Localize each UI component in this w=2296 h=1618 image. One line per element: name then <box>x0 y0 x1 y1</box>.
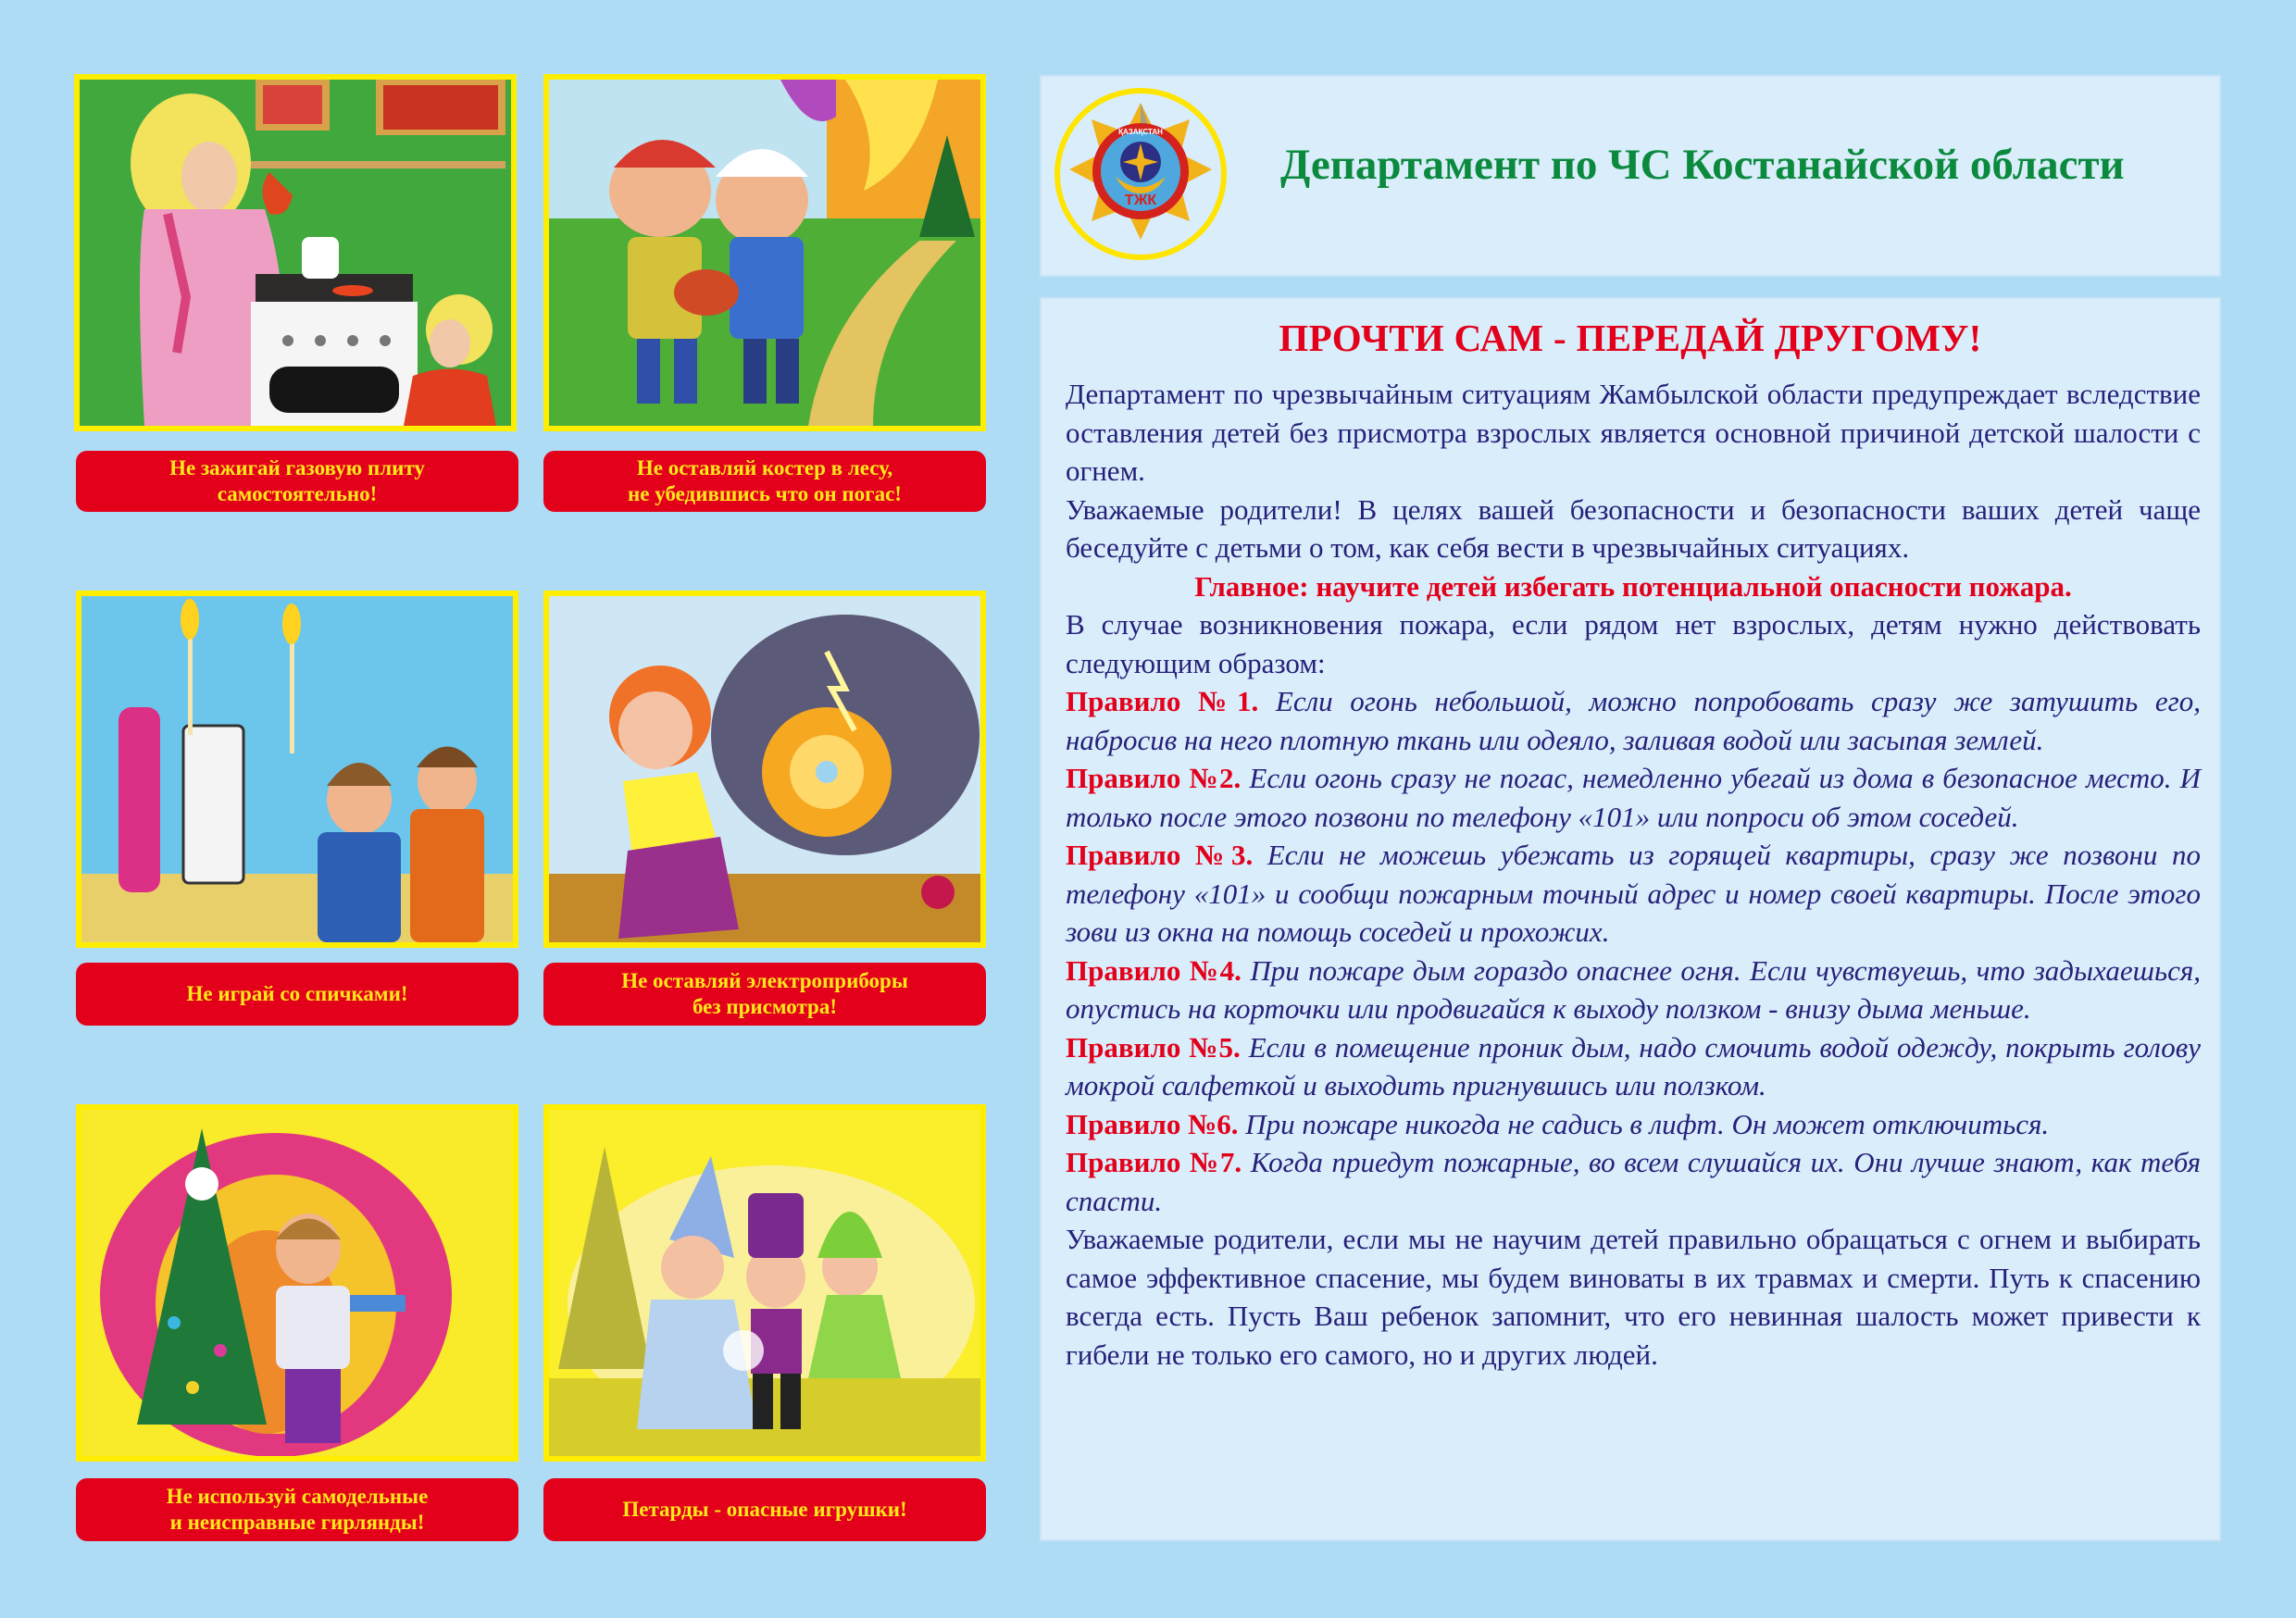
info-text <box>1040 375 2221 1374</box>
rule-2 <box>1066 759 2201 836</box>
caption-firecracker <box>543 1478 986 1541</box>
rule-text: Если в помещение проник дым, надо смочить водой одежду, покрыть голову мокрой салфеткой и выходить пригнувшись или ползком. <box>1066 1030 2202 1101</box>
rule-text: При пожаре никогда не садись в лифт. Он может отключиться. <box>1245 1107 2050 1140</box>
header-title: Департамент по ЧС Костанайской области <box>1280 141 2125 189</box>
garland-scene-image <box>81 1110 513 1456</box>
caption-garland <box>76 1478 518 1541</box>
rule-4 <box>1066 952 2201 1028</box>
gas-stove-scene-image <box>80 80 511 426</box>
rule-1 <box>1066 682 2201 759</box>
main-point: Главное: научите детей избегать потенциальной опасности пожара. <box>1194 569 2072 603</box>
rule-6 <box>1066 1105 2201 1144</box>
illustration-garland <box>76 1104 518 1462</box>
caption-gas-stove <box>76 451 518 512</box>
rule-label: Правило №1. <box>1066 685 1259 717</box>
info-panel <box>1040 297 2221 1541</box>
caption-line: Петарды - опасные игрушки! <box>622 1498 907 1521</box>
lead-in-paragraph: В случае возникновения пожара, если рядом нет взрослых, детям нужно действовать следующим образом: <box>1066 608 2201 679</box>
rule-label: Правило №6. <box>1066 1107 1239 1140</box>
illustration-electric-socket <box>543 591 986 948</box>
intro-paragraph-1: Департамент по чрезвычайным ситуациям Жамбылской области предупреждает вследствие оставления детей без присмотра взрослых является основной причиной детской шалости с огнем. <box>1066 378 2201 487</box>
caption-line: не убедившись что он погас! <box>628 482 902 505</box>
caption-line: без присмотра! <box>692 995 837 1018</box>
rule-label: Правило №3. <box>1066 839 1254 871</box>
closing-paragraph: Уважаемые родители, если мы не научим детей правильно обращаться с огнем и выбирать самое эффективное спасение, мы будем виноваты в их травмах и смерти. Путь к спасению всегда есть. Пусть Ваш ребенок запомнит, что его невинная шалость может привести к гибели не только его самого, но и других людей. <box>1066 1223 2201 1371</box>
header-panel <box>1040 75 2221 277</box>
rule-3 <box>1066 836 2201 952</box>
illustration-forest-campfire <box>543 74 986 431</box>
caption-line: Не используй самодельные <box>166 1485 429 1508</box>
illustration-matches <box>76 591 518 948</box>
svg-text:ҚАЗАҚСТАН: ҚАЗАҚСТАН <box>1118 128 1163 136</box>
caption-line: Не играй со спичками! <box>186 982 408 1005</box>
caption-line: Не оставляй электроприборы <box>621 969 908 992</box>
svg-text:ТЖК: ТЖК <box>1124 193 1157 208</box>
rule-text: При пожаре дым гораздо опаснее огня. Если чувствуешь, что задыхаешься, опустись на корточки или продвигайся к выходу ползком - внизу дыма меньше. <box>1066 953 2202 1025</box>
caption-line: Не оставляй костер в лесу, <box>636 456 893 479</box>
caption-matches <box>76 963 518 1026</box>
emergency-ministry-emblem-icon <box>1053 86 1229 262</box>
rule-text: Когда приедут пожарные, во всем слушайся их. Они лучше знают, как тебя спасти. <box>1066 1146 2202 1217</box>
caption-line: самостоятельно! <box>217 482 378 505</box>
illustration-gas-stove <box>74 74 517 431</box>
rule-label: Правило №2. <box>1066 762 1242 794</box>
rule-label: Правило №5. <box>1066 1030 1241 1064</box>
rule-label: Правило №7. <box>1066 1146 1242 1178</box>
caption-forest-campfire <box>543 451 986 512</box>
rule-7 <box>1066 1143 2201 1220</box>
electric-socket-scene-image <box>549 596 980 942</box>
caption-line: Не зажигай газовую плиту <box>169 456 425 479</box>
page-title: ПРОЧТИ САМ - ПЕРЕДАЙ ДРУГОМУ! <box>1279 317 1982 359</box>
rule-5 <box>1066 1028 2201 1105</box>
rule-label: Правило №4. <box>1066 953 1242 987</box>
rule-text: Если не можешь убежать из горящей квартиры, сразу же позвони по телефону «101» и сообщи пожарным точный адрес и номер своей квартиры. После этого зови из окна на помощь соседей и прохожих. <box>1066 839 2202 948</box>
illustration-firecracker <box>543 1104 986 1462</box>
firecracker-scene-image <box>549 1110 980 1456</box>
matches-scene-image <box>81 596 513 942</box>
intro-paragraph-2: Уважаемые родители! В целях вашей безопасности и безопасности ваших детей чаще беседуйте с детьми о том, как себя вести в чрезвычайных ситуациях. <box>1066 492 2201 564</box>
caption-electric-socket <box>543 963 986 1026</box>
caption-line: и неисправные гирлянды! <box>169 1511 425 1534</box>
rule-text: Если огонь сразу не погас, немедленно убегай из дома в безопасное место. И только после этого позвони по телефону «101» или попроси об этом соседей. <box>1066 762 2202 833</box>
forest-campfire-scene-image <box>549 80 980 426</box>
rule-text: Если огонь небольшой, можно попробовать сразу же затушить его, набросив на него плотную ткань или одеяло, заливая водой или засыпая землей. <box>1066 685 2202 756</box>
